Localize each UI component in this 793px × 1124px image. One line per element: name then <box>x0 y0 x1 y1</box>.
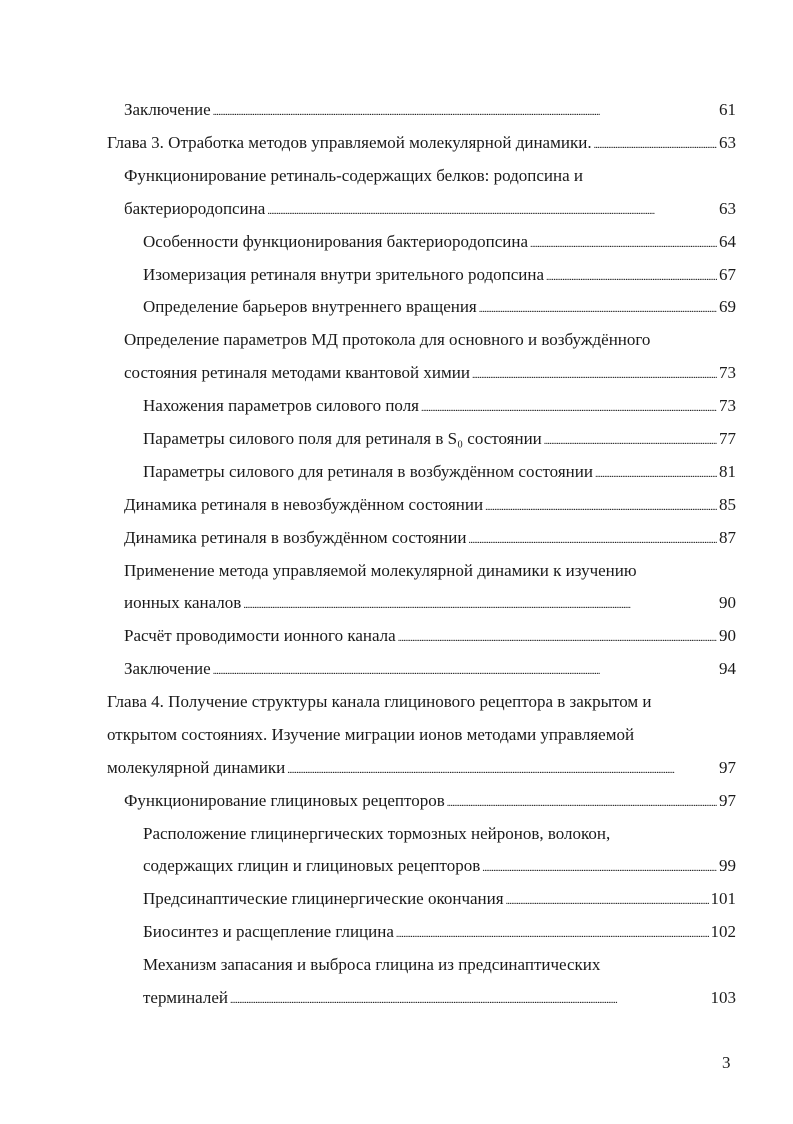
toc-entry-title: Нахожения параметров силового поля <box>143 396 420 415</box>
toc-page-number: 97 <box>719 758 736 777</box>
toc-entry-title: Глава 4. Получение структуры канала глицинового рецептора в закрытом и <box>107 692 652 711</box>
toc-page-number: 97 <box>719 791 736 810</box>
toc-page-number: 90 <box>719 626 736 645</box>
toc-page-number: 63 <box>719 199 736 218</box>
toc-entry-title: содержащих глицин и глициновых рецепторов <box>143 856 481 875</box>
toc-leader-dots <box>479 296 717 321</box>
toc-leader-dots <box>230 987 709 1012</box>
toc-leader-dots <box>287 757 717 782</box>
toc-page-number: 73 <box>719 363 736 382</box>
toc-leader-dots <box>267 198 717 223</box>
toc-leader-dots <box>398 625 717 650</box>
toc-entry-title: Параметры силового поля для ретиналя в S₀ состоянии <box>143 429 542 448</box>
toc-leader-dots <box>595 461 717 486</box>
toc-entry-title: Биосинтез и расщепление глицина <box>143 922 394 941</box>
toc-entry-title: состояния ретиналя методами квантовой химии <box>124 363 470 382</box>
toc-entry-title: Параметры силового для ретиналя в возбуждённом состоянии <box>143 462 593 481</box>
toc-entry-title: Применение метода управляемой молекулярной динамики к изучению <box>124 561 637 580</box>
toc-leader-dots <box>468 527 717 552</box>
toc-entry-title: Механизм запасания и выброса глицина из предсинаптических <box>143 955 601 974</box>
toc-page-number: 90 <box>719 593 736 612</box>
toc-page-number: 99 <box>719 856 736 875</box>
toc-leader-dots <box>213 658 717 683</box>
toc-leader-dots <box>421 395 717 420</box>
toc-page-number: 67 <box>719 265 736 284</box>
toc-entry-title: Определение барьеров внутреннего вращения <box>143 297 477 316</box>
page-number: 3 <box>722 1053 731 1072</box>
toc-page-number: 64 <box>719 232 736 251</box>
toc-entry-title: Глава 3. Отработка методов управляемой молекулярной динамики. <box>107 133 592 152</box>
toc-entry-title: Расчёт проводимости ионного канала <box>124 626 396 645</box>
toc-entry-title: молекулярной динамики <box>107 758 286 777</box>
toc-entry-title: открытом состояниях. Изучение миграции ионов методами управляемой <box>107 725 635 744</box>
toc-entry-title: Изомеризация ретиналя внутри зрительного родопсина <box>143 265 544 284</box>
toc-entry-title: Расположение глицинергических тормозных нейронов, волокон, <box>143 824 611 843</box>
toc-entry-title: Определение параметров МД протокола для основного и возбуждённого <box>124 330 651 349</box>
toc-entry-title: Заключение <box>124 100 211 119</box>
toc-entry-title: Предсинаптические глицинергические окончания <box>143 889 504 908</box>
toc-entry-title: Динамика ретиналя в возбуждённом состоянии <box>124 528 467 547</box>
toc-leader-dots <box>530 231 717 256</box>
toc-entry-title: бактериородопсина <box>124 199 266 218</box>
toc-page-number: 61 <box>719 100 736 119</box>
toc-entry-title: Функционирование ретиналь-содержащих белков: родопсина и <box>124 166 583 185</box>
toc-leader-dots <box>482 855 717 880</box>
toc-leader-dots <box>544 428 717 453</box>
toc-leader-dots <box>213 99 717 124</box>
toc-page-number: 102 <box>710 922 736 941</box>
toc-leader-dots <box>506 888 709 913</box>
toc-leader-dots <box>243 592 717 617</box>
toc-leader-dots <box>594 132 717 157</box>
toc-entry-title: Заключение <box>124 659 211 678</box>
toc-page-number: 63 <box>719 133 736 152</box>
toc-entry-title: терминалей <box>143 988 228 1007</box>
toc-entry-title: Функционирование глициновых рецепторов <box>124 791 445 810</box>
toc-leader-dots <box>485 494 717 519</box>
toc-page-number: 103 <box>710 988 736 1007</box>
toc-leader-dots <box>447 790 717 815</box>
toc-page-number: 94 <box>719 659 736 678</box>
toc-page-number: 87 <box>719 528 736 547</box>
toc-leader-dots <box>472 362 717 387</box>
toc-page-number: 77 <box>719 429 736 448</box>
toc-page-number: 73 <box>719 396 736 415</box>
toc-entry-title: ионных каналов <box>124 593 242 612</box>
toc-leader-dots <box>546 264 717 289</box>
toc-entry-title: Особенности функционирования бактериородопсина <box>143 232 529 251</box>
toc-page-number: 101 <box>710 889 736 908</box>
toc-page-number: 81 <box>719 462 736 481</box>
toc-leader-dots <box>396 921 709 946</box>
toc-page-number: 69 <box>719 297 736 316</box>
toc-page-number: 85 <box>719 495 736 514</box>
toc-entry-title: Динамика ретиналя в невозбуждённом состоянии <box>124 495 484 514</box>
